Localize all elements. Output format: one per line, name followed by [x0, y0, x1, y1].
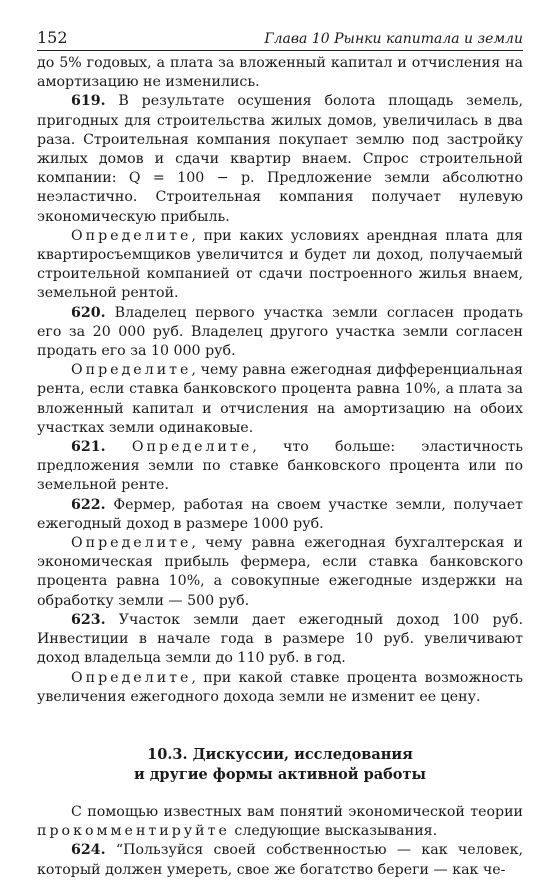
- paragraph-continuation: до 5% годовых, а плата за вложенный капитал и отчисления на амортизацию не изменились.: [37, 55, 523, 91]
- task-text: , чему равна ежегодная бухгалтерская и экономическая прибыль фермера, если ставка банковского процента равна 10%, а совокупные ежегодные издержки на обработку земли — 500 руб.: [37, 535, 523, 609]
- task-lead: Определите: [71, 227, 192, 244]
- problem-text: В результате осушения болота площадь земель, пригодных для строительства жилых домов, увеличилась в два раза. Строительная компания покупает землю под застройку жилых домов и сдачи квартир внаем. Спрос строительной компании: Q = 100 − p. Предложение земли абсолютно неэластично. Строительная компания получает нулевую экономическую прибыль.: [37, 93, 523, 225]
- running-header: [37, 28, 523, 51]
- book-page: [37, 28, 523, 880]
- problem-text: Владелец первого участка земли согласен продать его за 20 000 руб. Владелец другого участка земли согласен продать его за 10 000 руб.: [37, 304, 523, 360]
- task-622: [37, 534, 523, 611]
- task-620: [37, 361, 523, 438]
- intro-paragraph: [37, 803, 523, 841]
- page-body: [37, 54, 523, 880]
- task-lead: Определите: [71, 669, 192, 686]
- problem-number: 624.: [71, 842, 106, 859]
- problem-number: 622.: [71, 496, 106, 513]
- problem-619: [37, 92, 523, 226]
- section-heading-line-1: 10.3. Дискуссии, исследования: [147, 745, 413, 763]
- problem-number: 623.: [71, 611, 106, 628]
- problem-text: Участок земли дает ежегодный доход 100 руб. Инвестиции в начале года в размере 10 руб. увеличивают доход владельца земли до 110 руб. в год.: [37, 611, 523, 667]
- chapter-title: Глава 10 Рынки капитала и земли: [264, 31, 523, 47]
- problem-text: “Пользуйся своей собственностью — как человек, который должен умереть, свое же богатство береги — как че-: [37, 842, 523, 878]
- task-lead: Определите: [71, 535, 192, 552]
- task-623: [37, 669, 523, 707]
- problem-number: 619.: [71, 93, 106, 110]
- task-lead: Определите: [71, 362, 192, 379]
- task-text: , при какой ставке процента возможность увеличения ежегодного дохода земли не изменит ее цену.: [37, 669, 523, 705]
- problem-number: 620.: [71, 304, 106, 321]
- problem-text: Фермер, работая на своем участке земли, получает ежегодный доход в размере 1000 руб.: [37, 496, 523, 532]
- problem-620: [37, 304, 523, 362]
- problem-622: [37, 496, 523, 534]
- problem-623: [37, 611, 523, 669]
- page-number: 152: [37, 28, 68, 47]
- intro-text-end: следующие высказывания.: [229, 823, 438, 840]
- task-619: [37, 227, 523, 304]
- intro-text: С помощью известных вам понятий экономической теории: [71, 803, 523, 820]
- task-text: , чему равна ежегодная дифференциальная рента, если ставка банковского процента равна 10%, а плата за вложенный капитал и отчисления на амортизацию на обоих участках земли одинаковые.: [37, 362, 523, 436]
- problem-621: [37, 438, 523, 496]
- task-text: , что больше: эластичность предложения земли по ставке банковского процента или по земельной ренте.: [37, 439, 523, 494]
- problem-624: [37, 841, 523, 879]
- section-heading: [37, 745, 523, 785]
- task-text: , при каких условиях арендная плата для квартиросъемщиков увеличится и будет ли доход, получаемый строительной компанией от сдачи построенного жилья внаем, земельной рентой.: [37, 227, 523, 302]
- problem-number: 621.: [71, 439, 106, 456]
- section-heading-line-2: и другие формы активной работы: [133, 765, 427, 783]
- task-lead: прокомментируйте: [37, 823, 230, 840]
- task-lead: Определите: [131, 439, 253, 456]
